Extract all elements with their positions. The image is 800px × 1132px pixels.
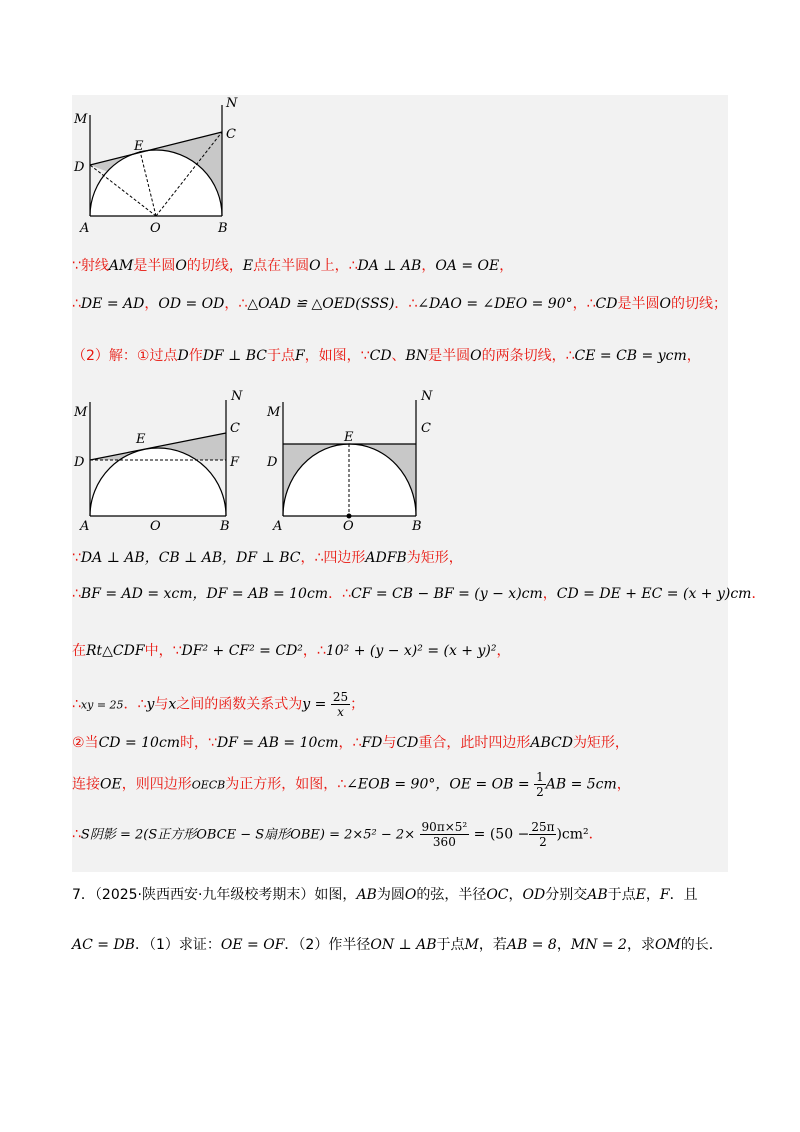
fraction-25pi-over-2: $\frac{25\pi}{2}$ <box>531 820 555 849</box>
figure-3 <box>264 385 444 535</box>
solution-line-4: ∵DA ⊥ AB，CB ⊥ AB，DF ⊥ BC，∴四边形ADFB为矩形， <box>72 550 463 566</box>
label-D: D <box>267 455 278 470</box>
solution-line-2: ∴DE = AD，OD = OD，∴△OAD ≌ △OED(SSS)．∴∠DAO = ∠DEO = 90°，∴CD是半圆O的切线； <box>72 296 727 312</box>
label-M: M <box>74 405 88 420</box>
label-A: A <box>273 519 283 534</box>
figure-2 <box>72 385 252 535</box>
label-E: E <box>134 139 144 154</box>
solution-line-9: 连接OE，则四边形OECB为正方形，如图，∴∠EOB = 90°，OE = OB = $\frac{1}{2}$ AB = 5cm， <box>72 770 631 799</box>
label-A: A <box>80 221 90 235</box>
label-M: M <box>74 112 88 127</box>
label-D: D <box>74 160 85 175</box>
label-E: E <box>344 430 354 445</box>
label-B: B <box>220 519 230 534</box>
solution-line-8: ②当CD = 10cm时，∵DF = AB = 10cm，∴FD与CD重合，此时四边形ABCD为矩形， <box>72 735 629 751</box>
label-N: N <box>226 96 238 111</box>
label-N: N <box>231 389 243 404</box>
label-O: O <box>150 221 161 235</box>
label-O: O <box>150 519 161 534</box>
solution-line-5: ∴BF = AD = xcm，DF = AB = 10cm．∴CF = CB − BF = (y − x)cm，CD = DE + EC = (x + y)cm． <box>72 586 766 602</box>
label-B: B <box>412 519 422 534</box>
label-C: C <box>226 127 236 142</box>
label-F: F <box>230 455 240 470</box>
solution-line-10: ∴S阴影 = 2(S正方形OBCE − S扇形OBE) = 2×5² − 2× $\frac{\text{90π×5²}}{360}$ = (50 − $\frac{25\pi}{2}$ )cm²． <box>72 820 603 849</box>
fraction-25-over-x: $\frac{25}{x}$ <box>332 690 349 719</box>
solution-line-1: ∵射线AM是半圆O的切线，E点在半圆O上，∴DA ⊥ AB，OA = OE， <box>72 258 514 274</box>
question-7-line-2: AC = DB．（1）求证：OE = OF．（2）作半径ON ⊥ AB于点M，若AB = 8，MN = 2，求OM的长． <box>72 937 723 953</box>
solution-line-3: （2）解：①过点D作DF ⊥ BC于点F，如图，∵CD、BN是半圆O的两条切线，∴CE = CB = ycm， <box>72 348 701 364</box>
solution-panel <box>72 95 766 872</box>
solution-line-7: ∴xy = 25．∴y与x之间的函数关系式为y = $\frac{25}{x}$ ； <box>72 690 365 719</box>
label-B: B <box>218 221 228 235</box>
label-C: C <box>421 421 431 436</box>
label-O: O <box>343 519 354 534</box>
label-A: A <box>80 519 90 534</box>
label-N: N <box>421 389 433 404</box>
question-7-line-1: 7．（2025·陕西西安·九年级校考期末）如图，AB为圆O的弦，半径OC，OD分别交AB于点E，F．且 <box>72 887 698 903</box>
figure-1 <box>72 95 252 235</box>
label-D: D <box>74 455 85 470</box>
label-M: M <box>267 405 281 420</box>
fraction-1-over-2: $\frac{1}{2}$ <box>536 770 544 799</box>
label-E: E <box>136 432 146 447</box>
solution-line-6: 在Rt△CDF中，∵DF² + CF² = CD²，∴10² + (y − x)² = (x + y)²， <box>72 643 511 659</box>
label-C: C <box>230 421 240 436</box>
fraction-sector: $\frac{\text{90π×5²}}{360}$ <box>421 820 468 849</box>
